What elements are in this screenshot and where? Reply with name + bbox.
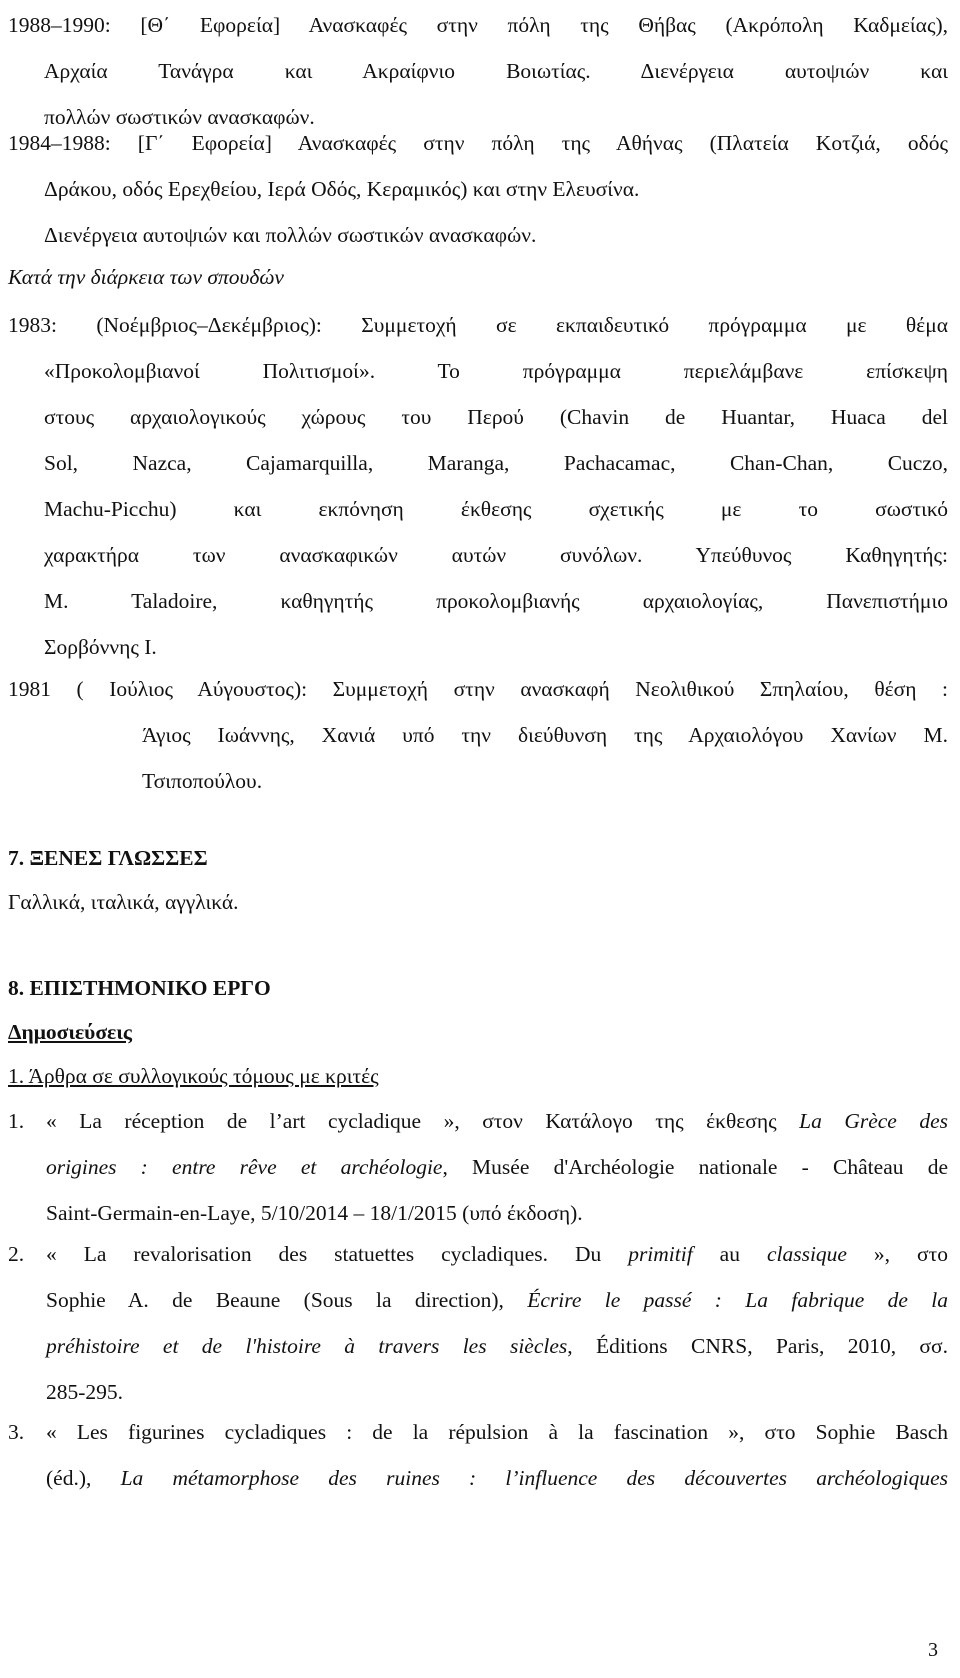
- entry-line: Αρχαία Τανάγρα και Ακραίφνιο Βοιωτίας. Διενέργεια αυτοψιών και: [44, 59, 948, 83]
- publication-item: [8, 1409, 948, 1501]
- entry-line: χαρακτήρα των ανασκαφικών αυτών συνόλων. Υπεύθυνος Καθηγητής:: [44, 543, 948, 567]
- publication-line: Saint-Germain-en-Laye, 5/10/2014 – 18/1/2015 (υπό έκδοση).: [46, 1201, 583, 1225]
- languages-text: Γαλλικά, ιταλικά, αγγλικά.: [8, 890, 239, 914]
- section-subheading: Κατά την διάρκεια των σπουδών: [8, 265, 284, 289]
- entry-line: Σορβόννης I.: [44, 635, 157, 659]
- entry-line: 1988–1990: [Θ΄ Εφορεία] Ανασκαφές στην πόλη της Θήβας (Ακρόπολη Καδμείας),: [8, 13, 948, 37]
- publication-line: origines : entre rêve et archéologie, Musée d'Archéologie nationale - Château de: [46, 1155, 948, 1179]
- entry-line: 1983: (Νοέμβριος–Δεκέμβριος): Συμμετοχή σε εκπαιδευτικό πρόγραμμα με θέμα: [8, 313, 948, 337]
- studies-heading-block: [8, 254, 948, 300]
- scientific-section: [8, 966, 948, 1098]
- entry-line: Machu-Picchu) και εκπόνηση έκθεσης σχετικής με το σωστικό: [44, 497, 948, 521]
- publication-number: 2.: [8, 1242, 25, 1266]
- entry-line: Διενέργεια αυτοψιών και πολλών σωστικών ανασκαφών.: [44, 223, 537, 247]
- publication-line: préhistoire et de l'histoire à travers les siècles, Éditions CNRS, Paris, 2010, σσ.: [46, 1334, 948, 1358]
- entry-line: πολλών σωστικών ανασκαφών.: [44, 105, 315, 129]
- study-entry-chania: [8, 666, 948, 804]
- section-heading: 7. ΞΕΝΕΣ ΓΛΩΣΣΕΣ: [8, 846, 208, 870]
- excavation-entry-athens: [8, 120, 948, 258]
- publication-line: 3. « Les figurines cycladiques : de la répulsion à la fascination », στο Sophie Basch: [8, 1409, 948, 1455]
- entry-line: 1981 ( Ιούλιος Αύγουστος): Συμμετοχή στην ανασκαφή Νεολιθικού Σπηλαίου, θέση :: [8, 677, 948, 701]
- publication-line: (éd.), La métamorphose des ruines : l’influence des découvertes archéologiques: [46, 1466, 948, 1490]
- publication-item: [8, 1098, 948, 1236]
- entry-line: Τσιποπούλου.: [142, 769, 263, 793]
- publication-number: 1.: [8, 1109, 25, 1133]
- entry-line: Δράκου, οδός Ερεχθείου, Ιερά Οδός, Κεραμικός) και στην Ελευσίνα.: [44, 177, 640, 201]
- publications-category: 1. Άρθρα σε συλλογικούς τόμους με κριτές: [8, 1064, 379, 1088]
- entry-line: στους αρχαιολογικούς χώρους του Περού (Chavin de Huantar, Huaca del: [44, 405, 948, 429]
- publications-subheading: Δημοσιεύσεις: [8, 1020, 132, 1044]
- entry-line: Άγιος Ιωάννης, Χανιά υπό την διεύθυνση της Αρχαιολόγου Χανίων Μ.: [142, 723, 948, 747]
- section-heading: 8. ΕΠΙΣΤΗΜΟΝΙΚΟ ΕΡΓΟ: [8, 976, 271, 1000]
- publication-line: 2. « La revalorisation des statuettes cycladiques. Du primitif au classique », στο: [8, 1231, 948, 1277]
- publication-line: 1. « La réception de l’art cycladique », στον Κατάλογο της έκθεσης La Grèce des: [8, 1098, 948, 1144]
- study-entry-peru: [8, 302, 948, 670]
- publication-item: [8, 1231, 948, 1415]
- entry-line: «Προκολομβιανοί Πολιτισμοί». Το πρόγραμμα περιελάμβανε επίσκεψη: [44, 359, 948, 383]
- languages-section: [8, 836, 948, 924]
- publication-number: 3.: [8, 1420, 25, 1444]
- entry-line: M. Taladoire, καθηγητής προκολομβιανής αρχαιολογίας, Πανεπιστήμιο: [44, 589, 948, 613]
- entry-line: 1984–1988: [Γ΄ Εφορεία] Ανασκαφές στην πόλη της Αθήνας (Πλατεία Κοτζιά, οδός: [8, 131, 948, 155]
- publication-line: 285-295.: [46, 1380, 124, 1404]
- page-number: 3: [928, 1639, 938, 1661]
- publication-line: Sophie A. de Beaune (Sous la direction), Écrire le passé : La fabrique de la: [46, 1288, 948, 1312]
- entry-line: Sol, Nazca, Cajamarquilla, Maranga, Pachacamac, Chan-Chan, Cuczo,: [44, 451, 948, 475]
